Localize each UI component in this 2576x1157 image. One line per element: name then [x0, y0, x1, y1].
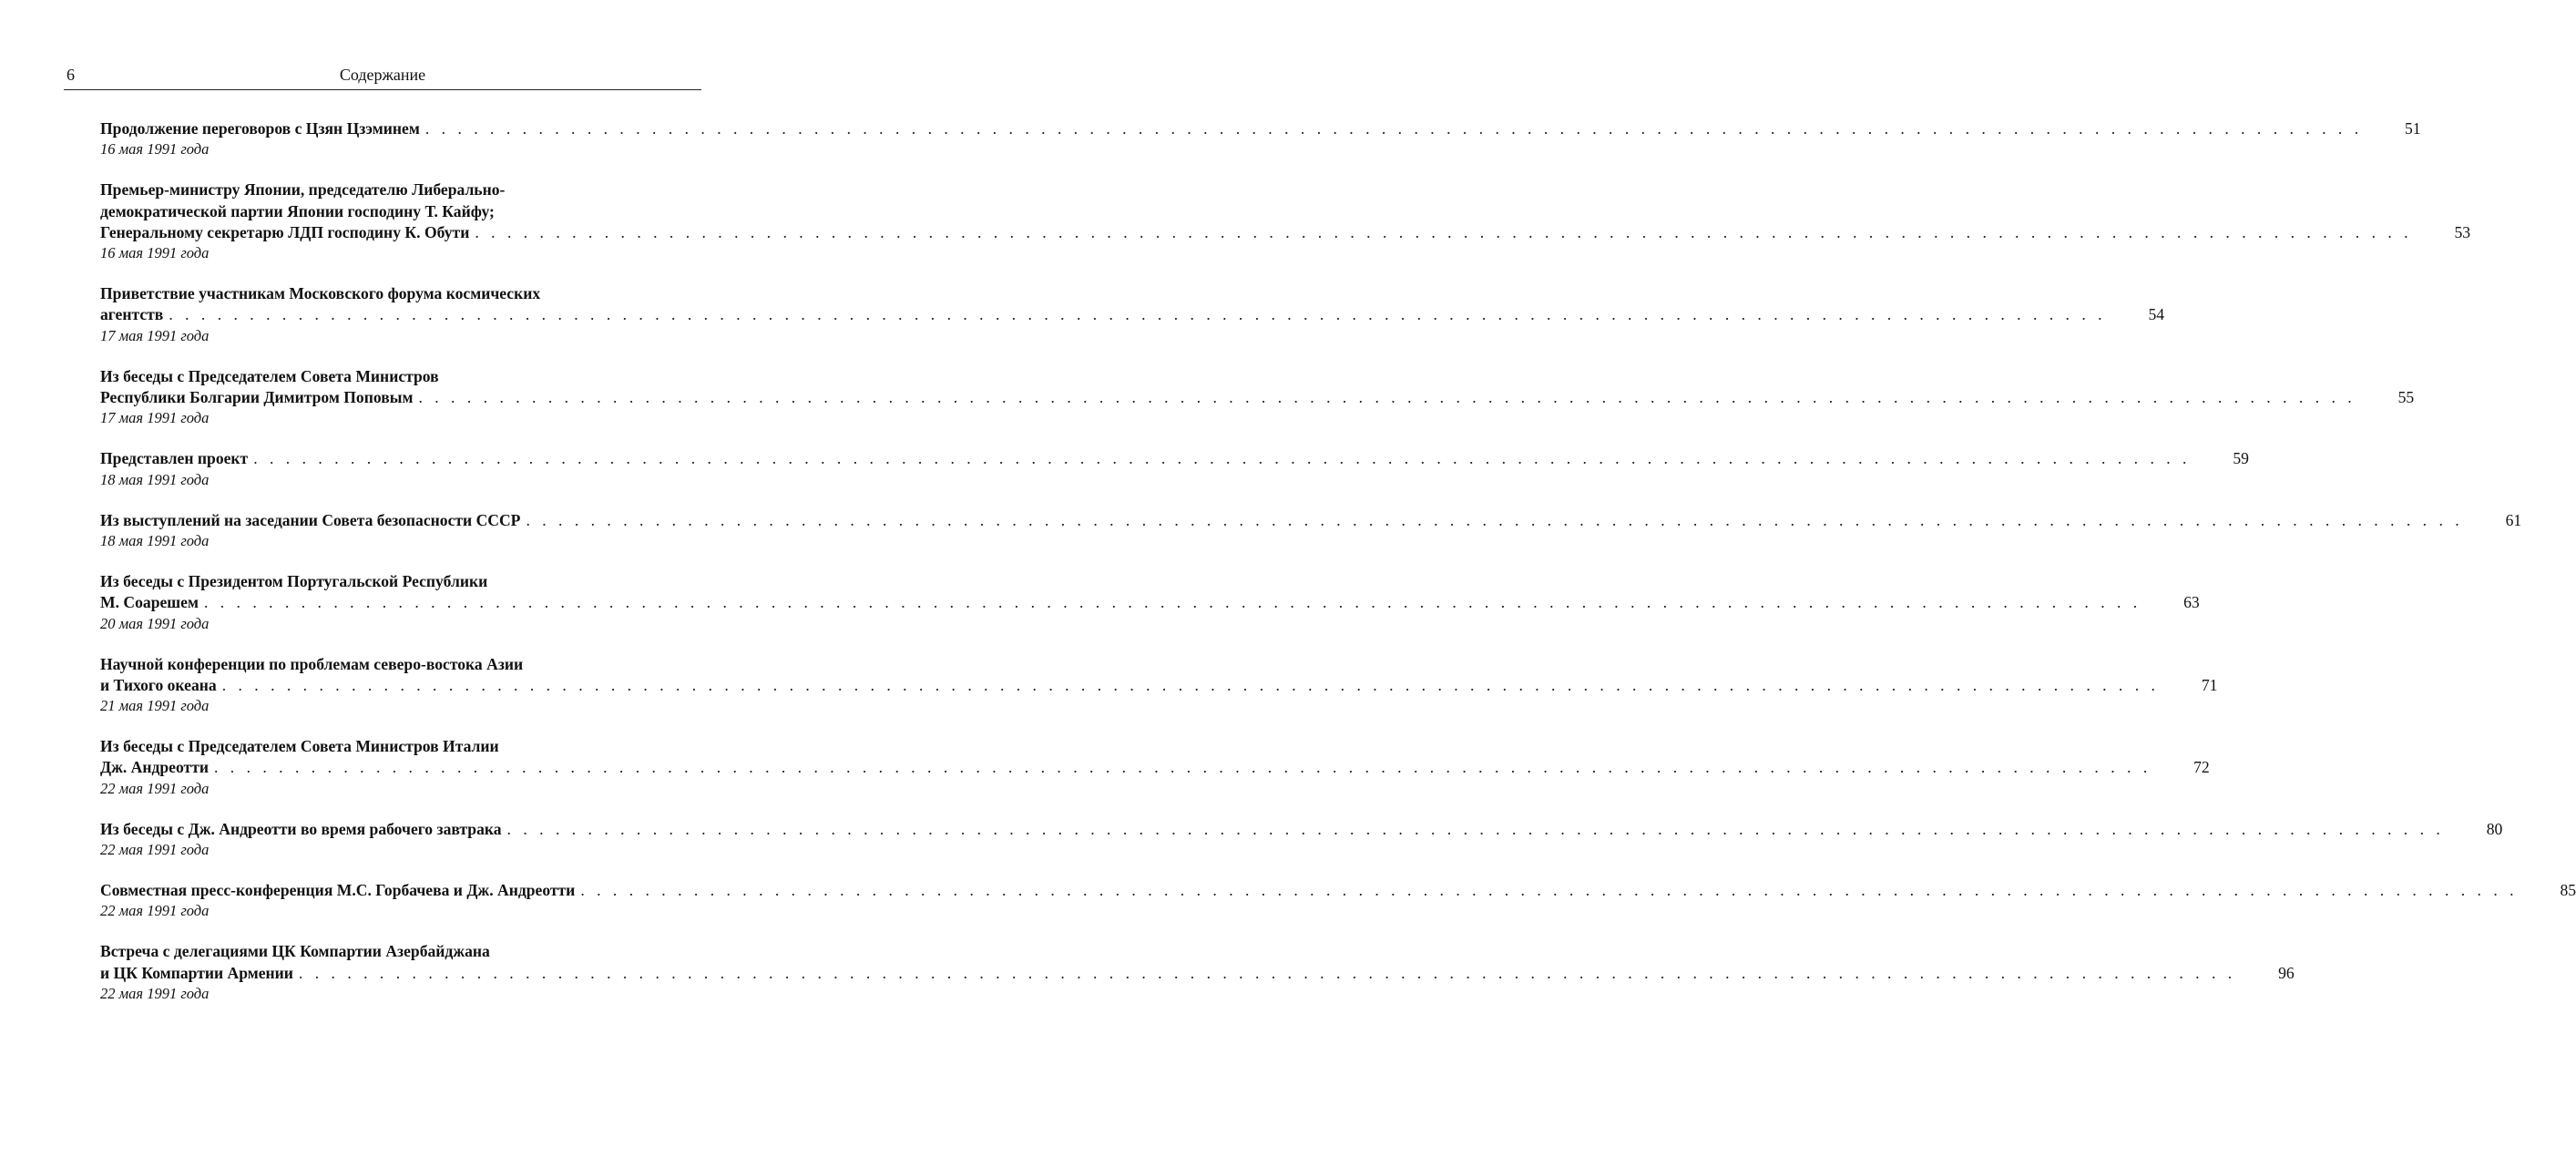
dot-leader: . . . . . . . . . . . . . . . . . . . . . . . . . . . . . . . . . . . . . . . . . . . . . . . . . . . . . . . . . . . . . . . . . . . . . . . . . . . . . . . . . . . . . . . . . . . . . . . . . . . . . . . . . . . . . . . . . . . . . . . . — [203, 593, 2142, 612]
toc-entry-date: 17 мая 1991 года — [100, 326, 210, 344]
toc-entry-title-final — [100, 222, 2416, 243]
toc-entry-title-final — [100, 448, 2194, 469]
dot-leader: . . . . . . . . . . . . . . . . . . . . . . . . . . . . . . . . . . . . . . . . . . . . . . . . . . . . . . . . . . . . . . . . . . . . . . . . . . . . . . . . . . . . . . . . . . . . . . . . . . . . . . . . . . . . . . . . . . . . . . . . — [298, 963, 2236, 982]
toc-entry-title-row — [100, 675, 2218, 696]
table-of-contents — [100, 118, 2576, 1024]
toc-entry-title-text: Республики Болгарии Димитром Поповым — [100, 388, 414, 407]
toc-entry-title-final — [100, 510, 2467, 531]
toc-entry — [100, 366, 2415, 429]
toc-entry-date: 22 мая 1991 года — [100, 902, 210, 920]
dot-leader: . . . . . . . . . . . . . . . . . . . . . . . . . . . . . . . . . . . . . . . . . . . . . . . . . . . . . . . . . . . . . . . . . . . . . . . . . . . . . . . . . . . . . . . . . . . . . . . . . . . . . . . . . . . . . . . . . . . . . . . . — [526, 510, 2464, 529]
toc-entry-title-row — [100, 757, 2210, 778]
toc-entry-date: 16 мая 1991 года — [100, 140, 210, 159]
toc-entry-page-number: 59 — [2233, 449, 2249, 468]
running-title: Содержание — [339, 66, 426, 84]
toc-entry-title-row — [100, 963, 2295, 984]
toc-entry — [100, 118, 2421, 159]
toc-entry — [100, 571, 2200, 634]
toc-entry-title-row — [100, 304, 2165, 325]
toc-entry-title-line: Из беседы с Президентом Португальской Республики — [100, 571, 488, 590]
toc-entry-page-number: 80 — [2486, 819, 2503, 838]
dot-leader: . . . . . . . . . . . . . . . . . . . . . . . . . . . . . . . . . . . . . . . . . . . . . . . . . . . . . . . . . . . . . . . . . . . . . . . . . . . . . . . . . . . . . . . . . . . . . . . . . . . . . . . . . . . . . . . . . . . . . . . . — [221, 675, 2160, 694]
toc-entry-page-number: 53 — [2454, 222, 2471, 241]
page-header — [64, 66, 701, 90]
toc-entry-title-final — [100, 880, 2521, 901]
toc-entry-title-row — [100, 448, 2249, 469]
dot-leader: . . . . . . . . . . . . . . . . . . . . . . . . . . . . . . . . . . . . . . . . . . . . . . . . . . . . . . . . . . . . . . . . . . . . . . . . . . . . . . . . . . . . . . . . . . . . . . . . . . . . . . . . . . . . . . . . . . . . . . . . — [169, 305, 2107, 324]
toc-entry-title-final — [100, 387, 2359, 408]
toc-entry-title-text: Из беседы с Дж. Андреотти во время рабочего завтрака — [100, 819, 502, 838]
dot-leader: . . . . . . . . . . . . . . . . . . . . . . . . . . . . . . . . . . . . . . . . . . . . . . . . . . . . . . . . . . . . . . . . . . . . . . . . . . . . . . . . . . . . . . . . . . . . . . . . . . . . . . . . . . . . . . . . . . . . . . . . — [475, 222, 2413, 241]
toc-entry-title-line: демократической партии Японии господину Т. Кайфу; — [100, 201, 495, 220]
toc-entry-date: 18 мая 1991 года — [100, 470, 210, 488]
toc-entry-date: 17 мая 1991 года — [100, 409, 210, 427]
toc-entry-page-number: 51 — [2405, 119, 2421, 138]
toc-entry-title-row — [100, 387, 2415, 408]
dot-leader: . . . . . . . . . . . . . . . . . . . . . . . . . . . . . . . . . . . . . . . . . . . . . . . . . . . . . . . . . . . . . . . . . . . . . . . . . . . . . . . . . . . . . . . . . . . . . . . . . . . . . . . . . . . . . . . . . . . . . . . . — [580, 881, 2519, 900]
toc-entry-page-number: 54 — [2148, 305, 2165, 324]
toc-entry-title-line: Из беседы с Председателем Совета Министров Италии — [100, 737, 499, 756]
toc-entry-title-text: и Тихого океана — [100, 675, 217, 694]
toc-entry-title-text: агентств — [100, 305, 164, 324]
toc-entry — [100, 880, 2576, 921]
toc-entry — [100, 283, 2165, 346]
toc-entry-title-text: Из выступлений на заседании Совета безопасности СССР — [100, 510, 521, 529]
toc-entry-title-text: Совместная пресс-конференция М.С. Горбачева и Дж. Андреотти — [100, 881, 576, 900]
toc-entry — [100, 736, 2210, 799]
toc-entry-title-text: Продолжение переговоров с Цзян Цзэминем — [100, 119, 420, 138]
toc-entry — [100, 654, 2218, 717]
toc-entry-date: 21 мая 1991 года — [100, 697, 210, 715]
dot-leader: . . . . . . . . . . . . . . . . . . . . . . . . . . . . . . . . . . . . . . . . . . . . . . . . . . . . . . . . . . . . . . . . . . . . . . . . . . . . . . . . . . . . . . . . . . . . . . . . . . . . . . . . . . . . . . . . . . . . . . . . — [424, 119, 2363, 138]
toc-entry-title-row — [100, 118, 2421, 139]
toc-entry-title-final — [100, 304, 2110, 325]
toc-entry-page-number: 71 — [2201, 675, 2218, 694]
toc-entry-title-line: Премьер-министру Японии, председателю Либерально- — [100, 180, 506, 200]
toc-entry-date: 16 мая 1991 года — [100, 244, 210, 262]
toc-entry-title-final — [100, 118, 2366, 139]
dot-leader: . . . . . . . . . . . . . . . . . . . . . . . . . . . . . . . . . . . . . . . . . . . . . . . . . . . . . . . . . . . . . . . . . . . . . . . . . . . . . . . . . . . . . . . . . . . . . . . . . . . . . . . . . . . . . . . . . . . . . . . . — [506, 819, 2445, 838]
toc-entry-page-number: 96 — [2278, 963, 2295, 982]
toc-entry-title-text: Дж. Андреотти — [100, 758, 209, 777]
toc-entry-date: 20 мая 1991 года — [100, 614, 210, 632]
toc-entry-title-row — [100, 510, 2522, 531]
toc-entry-title-line: Встреча с делегациями ЦК Компартии Азербайджана — [100, 942, 490, 961]
dot-leader: . . . . . . . . . . . . . . . . . . . . . . . . . . . . . . . . . . . . . . . . . . . . . . . . . . . . . . . . . . . . . . . . . . . . . . . . . . . . . . . . . . . . . . . . . . . . . . . . . . . . . . . . . . . . . . . . . . . . . . . . — [418, 388, 2356, 407]
toc-entry-title-final — [100, 819, 2448, 840]
toc-entry-date: 18 мая 1991 года — [100, 531, 210, 549]
toc-entry — [100, 448, 2249, 489]
page-number: 6 — [66, 66, 75, 84]
toc-entry-title-final — [100, 963, 2240, 984]
toc-entry-page-number: 61 — [2505, 510, 2522, 529]
dot-leader: . . . . . . . . . . . . . . . . . . . . . . . . . . . . . . . . . . . . . . . . . . . . . . . . . . . . . . . . . . . . . . . . . . . . . . . . . . . . . . . . . . . . . . . . . . . . . . . . . . . . . . . . . . . . . . . . . . . . . . . . — [213, 758, 2152, 777]
toc-entry — [100, 941, 2295, 1004]
toc-entry — [100, 179, 2471, 263]
toc-entry-title-final — [100, 592, 2145, 613]
toc-entry-title-row — [100, 880, 2576, 901]
toc-entry-title-row — [100, 819, 2503, 840]
toc-entry-title-line: Приветствие участникам Московского форума космических — [100, 284, 541, 303]
toc-entry-title-row — [100, 592, 2200, 613]
toc-entry-title-text: и ЦК Компартии Армении — [100, 963, 293, 982]
toc-entry-title-final — [100, 757, 2155, 778]
toc-entry-date: 22 мая 1991 года — [100, 984, 210, 1002]
toc-entry-date: 22 мая 1991 года — [100, 779, 210, 797]
toc-entry-page-number: 55 — [2397, 388, 2415, 407]
toc-entry-title-text: Генеральному секретарю ЛДП господину К. Обути — [100, 222, 470, 241]
toc-entry — [100, 510, 2522, 551]
toc-entry-page-number: 85 — [2560, 881, 2576, 900]
toc-entry-title-line: Научной конференции по проблемам северо-востока Азии — [100, 654, 524, 673]
toc-entry-title-row — [100, 222, 2471, 243]
toc-entry-title-line: Из беседы с Председателем Совета Министров — [100, 366, 439, 385]
toc-entry-title-final — [100, 675, 2162, 696]
toc-entry-page-number: 72 — [2193, 758, 2210, 777]
toc-entry-title-text: М. Соарешем — [100, 593, 199, 612]
toc-entry-page-number: 63 — [2183, 593, 2200, 612]
dot-leader: . . . . . . . . . . . . . . . . . . . . . . . . . . . . . . . . . . . . . . . . . . . . . . . . . . . . . . . . . . . . . . . . . . . . . . . . . . . . . . . . . . . . . . . . . . . . . . . . . . . . . . . . . . . . . . . . . . . . . . . . — [253, 449, 2191, 468]
toc-entry — [100, 819, 2503, 860]
toc-entry-title-text: Представлен проект — [100, 449, 249, 468]
toc-entry-date: 22 мая 1991 года — [100, 841, 210, 859]
